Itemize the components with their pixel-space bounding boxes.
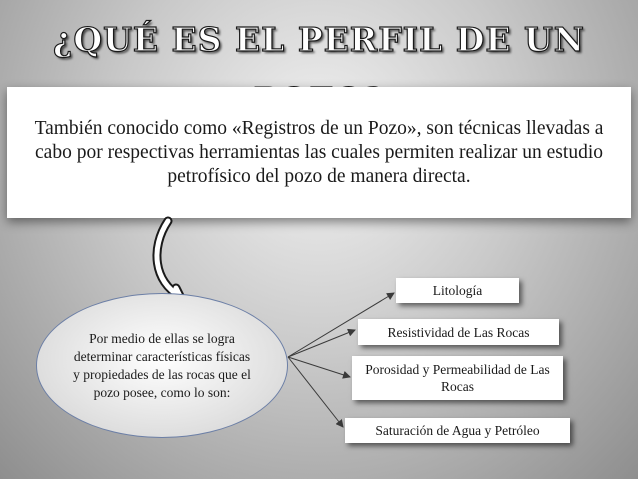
item-litologia bbox=[396, 278, 519, 303]
page-title: ¿QUÉ ES EL PERFIL DE UN bbox=[53, 20, 585, 59]
center-ellipse bbox=[36, 293, 288, 438]
item-label: Porosidad y Permeabilidad de Las Rocas bbox=[365, 362, 550, 394]
item-label: Resistividad de Las Rocas bbox=[387, 324, 530, 340]
item-saturacion bbox=[345, 418, 570, 443]
connector-porosidad bbox=[288, 357, 350, 377]
item-porosidad bbox=[352, 356, 563, 400]
connector-saturacion bbox=[288, 357, 343, 427]
item-resistividad bbox=[358, 319, 559, 345]
item-label: Saturación de Agua y Petróleo bbox=[375, 423, 540, 438]
connector-resistividad bbox=[288, 330, 355, 357]
center-text: Por medio de ellas se logra determinar características físicas y propiedades de las rocas que el pozo posee, como lo son: bbox=[73, 330, 251, 400]
item-label: Litología bbox=[432, 283, 483, 298]
intro-text: También conocido como «Registros de un Pozo», son técnicas llevadas a cabo por respectivas herramientas las cuales permiten realizar un estudio petrofísico del pozo de manera directa. bbox=[34, 117, 604, 187]
